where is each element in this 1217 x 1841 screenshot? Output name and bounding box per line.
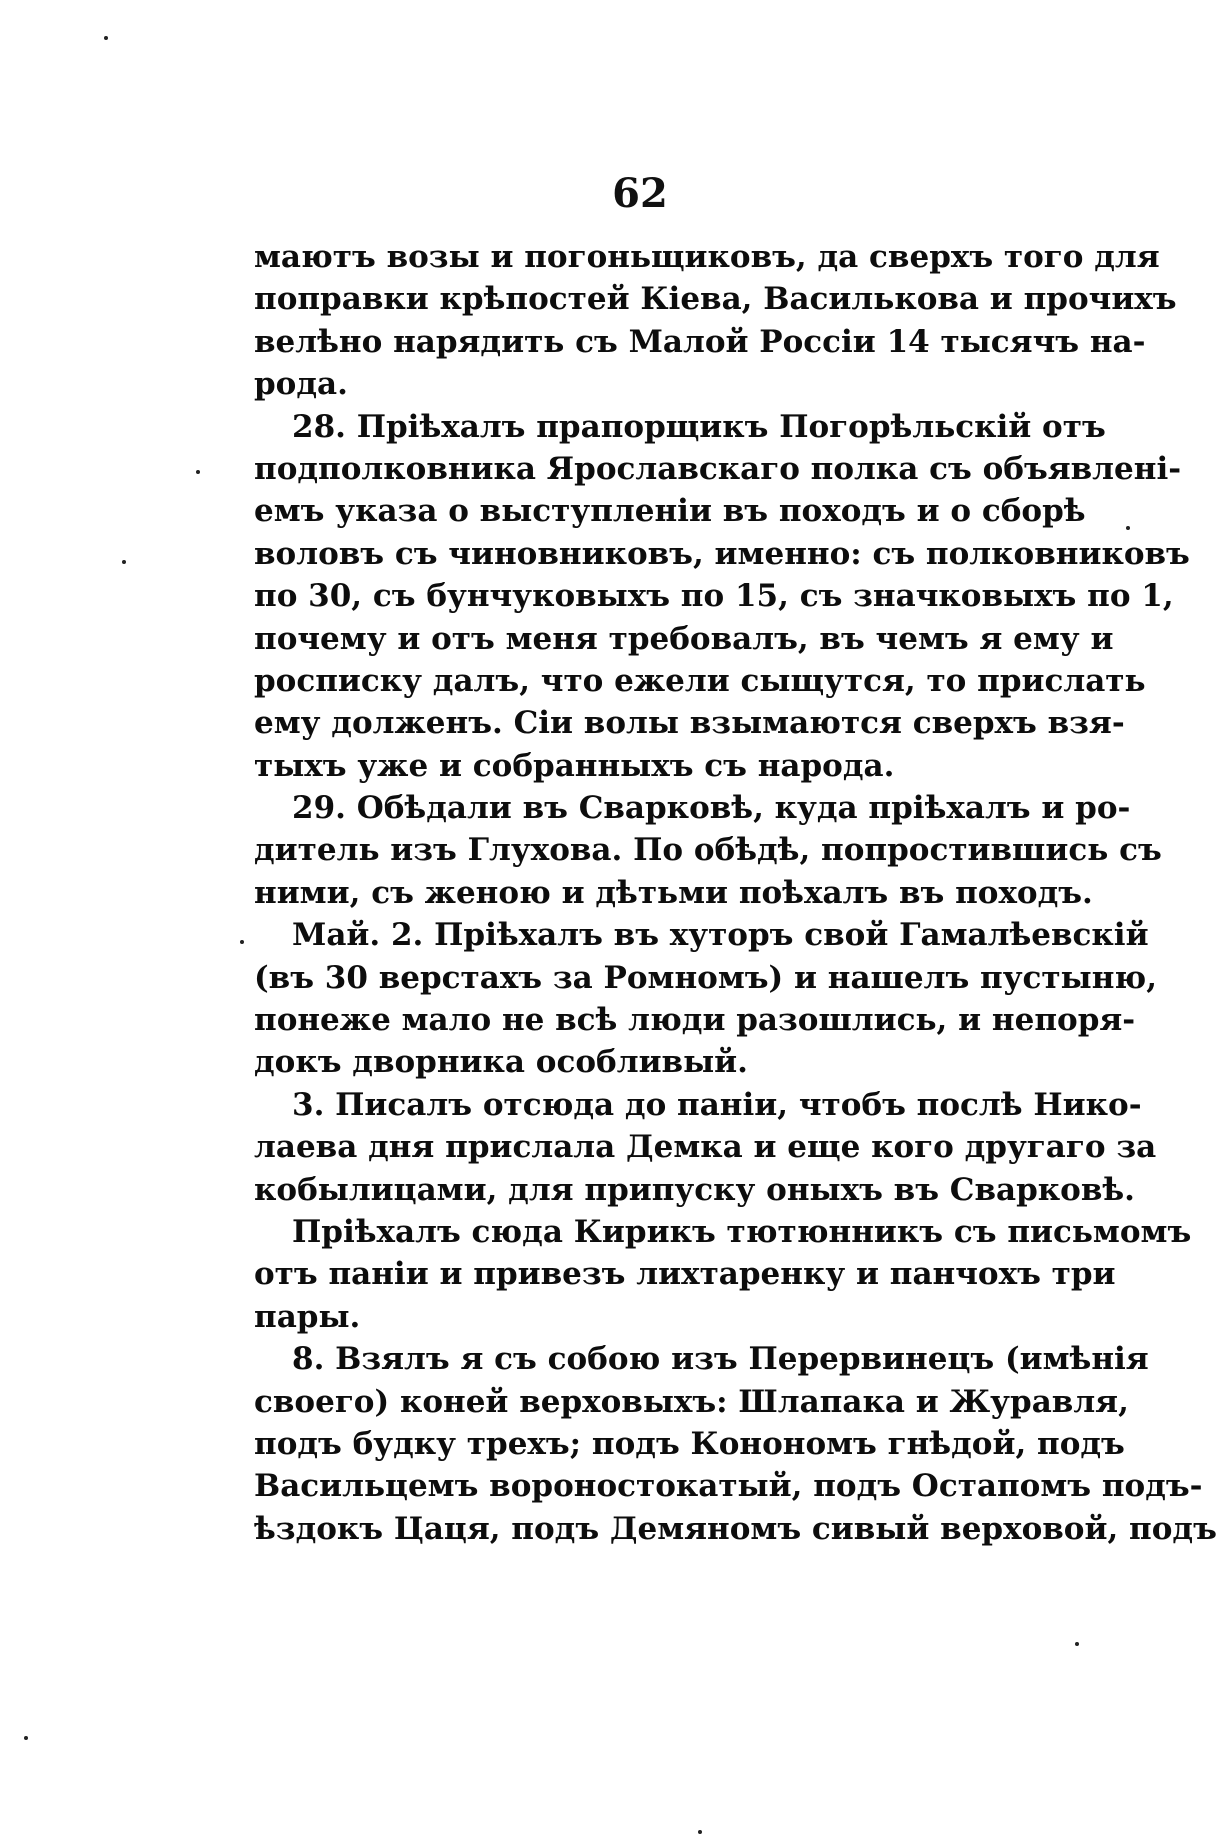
- scan-speck: [1075, 1642, 1079, 1646]
- text-line: ему долженъ. Сіи волы взымаются сверхъ взя-: [254, 705, 1125, 742]
- text-line: ѣздокъ Цаця, подъ Демяномъ сивый верховой, подъ: [254, 1510, 1217, 1547]
- text-line: Май. 2. Пріѣхалъ въ хуторъ свой Гамалѣевскій: [292, 917, 1149, 954]
- text-line: тыхъ уже и собранныхъ съ народа.: [254, 747, 895, 784]
- scan-speck: [104, 36, 108, 40]
- text-line: емъ указа о выступленіи въ походъ и о сборѣ: [254, 493, 1086, 530]
- text-line: подъ будку трехъ; подъ Конономъ гнѣдой, подъ: [254, 1425, 1125, 1462]
- text-line: докъ дворника особливый.: [254, 1044, 748, 1081]
- text-line: ними, съ женою и дѣтьми поѣхалъ въ походъ.: [254, 874, 1093, 911]
- text-line: 8. Взялъ я съ собою изъ Перервинецъ (имѣнія: [292, 1341, 1149, 1378]
- scan-speck: [1126, 526, 1130, 530]
- text-line: кобылицами, для припуску оныхъ въ Сварковѣ.: [254, 1171, 1135, 1208]
- text-line: поправки крѣпостей Кіева, Василькова и прочихъ: [254, 281, 1177, 318]
- scan-speck: [24, 1736, 28, 1740]
- text-line: понеже мало не всѣ люди разошлись, и непоря-: [254, 1002, 1136, 1039]
- scan-speck: [698, 1830, 702, 1834]
- scan-speck: [196, 470, 200, 474]
- scan-speck: [240, 940, 244, 944]
- text-line: 3. Писалъ отсюда до паніи, чтобъ послѣ Нико-: [292, 1086, 1142, 1123]
- text-line: своего) коней верховыхъ: Шлапака и Журавля,: [254, 1383, 1129, 1420]
- scan-speck: [122, 560, 126, 564]
- text-line: лаева дня прислала Демка и еще кого другаго за: [254, 1129, 1157, 1166]
- text-line: подполковника Ярославскаго полка съ объявленi-: [254, 450, 1182, 487]
- text-line: росписку далъ, что ежели сыщутся, то прислать: [254, 662, 1146, 699]
- text-line: Васильцемъ вороностокатый, подъ Остапомъ подъ-: [254, 1468, 1203, 1505]
- body-text: [254, 236, 1217, 1550]
- text-line: 28. Пріѣхалъ прапорщикъ Погорѣльскій отъ: [292, 408, 1106, 445]
- text-line: отъ паніи и привезъ лихтаренку и панчохъ три: [254, 1256, 1116, 1293]
- text-line: 29. Обѣдали въ Сварковѣ, куда пріѣхалъ и ро-: [292, 790, 1131, 827]
- text-line: (въ 30 верстахъ за Ромномъ) и нашелъ пустыню,: [254, 959, 1157, 996]
- text-line: пары.: [254, 1298, 361, 1335]
- text-line: рода.: [254, 366, 348, 403]
- page-number: 62: [612, 170, 668, 217]
- text-line: по 30, съ бунчуковыхъ по 15, съ значковыхъ по 1,: [254, 578, 1174, 615]
- text-line: маютъ возы и погоньщиковъ, да сверхъ того для: [254, 239, 1160, 275]
- text-line: дитель изъ Глухова. По обѣдѣ, попростившись съ: [254, 832, 1162, 869]
- text-line: Пріѣхалъ сюда Кирикъ тютюнникъ съ письмомъ: [292, 1213, 1192, 1250]
- text-line: почему и отъ меня требовалъ, въ чемъ я ему и: [254, 620, 1114, 657]
- text-line: велѣно нарядить съ Малой Россіи 14 тысячъ на-: [254, 323, 1146, 360]
- text-line: воловъ съ чиновниковъ, именно: съ полковниковъ: [254, 535, 1190, 572]
